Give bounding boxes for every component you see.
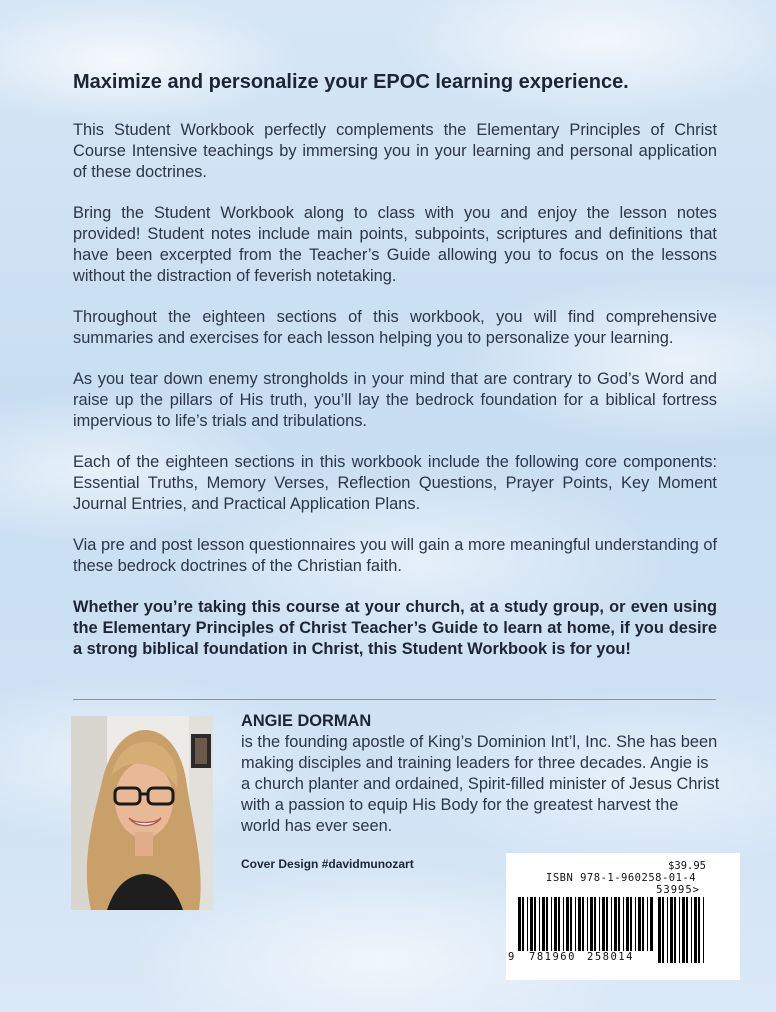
barcode-bar — [630, 897, 632, 951]
barcode-bar — [602, 897, 605, 951]
cover-design-credit: Cover Design #davidmunozart — [241, 857, 414, 871]
barcode-bar — [530, 897, 533, 951]
barcode-bar — [667, 897, 668, 963]
barcode-bar — [618, 897, 620, 951]
author-photo — [71, 716, 213, 910]
barcode-bar — [686, 897, 688, 963]
barcode-bar — [590, 897, 593, 951]
barcode-bar — [670, 897, 673, 963]
barcode-bar — [691, 897, 692, 963]
isbn-label: ISBN 978-1-960258-01-4 — [546, 872, 697, 884]
barcode-bar — [599, 897, 600, 951]
barcode-bar — [575, 897, 576, 951]
barcode-bar — [551, 897, 552, 951]
barcode-bar — [679, 897, 680, 963]
barcode-bar — [698, 897, 700, 963]
barcode-digits-right: 258014 — [587, 951, 634, 963]
barcode-bar — [563, 897, 564, 951]
barcode-bar — [647, 897, 648, 951]
headline: Maximize and personalize your EPOC learning experience. — [73, 71, 629, 93]
closing-statement: Whether you’re taking this course at your church, at a study group, or even using the Elementary Principles of Christ Teacher’s Guide to learn at home, if you desire a strong biblical foundation in Christ, this Student Workbook is for you! — [73, 598, 717, 658]
barcode-bar — [694, 897, 697, 963]
price-label: $39.95 — [668, 860, 706, 872]
barcode-bar — [674, 897, 676, 963]
barcode-digits-left: 781960 — [529, 951, 576, 963]
divider — [73, 699, 716, 700]
barcode-bar — [542, 897, 545, 951]
barcode-bar — [626, 897, 629, 951]
barcode-bar — [606, 897, 608, 951]
barcode-bar — [570, 897, 572, 951]
barcode-bar — [522, 897, 524, 951]
barcode-bar — [642, 897, 644, 951]
barcode-digit-first: 9 — [508, 951, 515, 963]
barcode-bar — [614, 897, 617, 951]
paragraph-3: Throughout the eighteen sections of this workbook, you will find comprehensive summaries and exercises for each lesson helping you to personalize your learning. — [73, 308, 717, 347]
isbn-barcode — [506, 853, 740, 980]
barcode-bar — [558, 897, 560, 951]
barcode-bar — [635, 897, 636, 951]
paragraph-5: Each of the eighteen sections in this workbook include the following core components: Essential Truths, Memory Verses, Reflection Questions, Prayer Points, Key Moment Journal Entries, and Practical Application Plans. — [73, 453, 717, 513]
barcode-bar — [578, 897, 581, 951]
back-cover-copy — [73, 70, 717, 680]
barcode-bar — [554, 897, 557, 951]
author-bio: is the founding apostle of King’s Dominion Int’l, Inc. She has been making disciples and training leaders for three decades. Angie is a church planter and ordained, Spirit-filled minister of Jesus Christ with a passion to equip His Body for the greatest harvest the world has ever seen. — [241, 733, 720, 835]
barcode-bar — [650, 897, 653, 951]
barcode-bar — [682, 897, 685, 963]
barcode-bar — [527, 897, 528, 951]
barcode-bar — [638, 897, 641, 951]
paragraph-4: As you tear down enemy strongholds in your mind that are contrary to God’s Word and raise up the pillars of His truth, you’ll lay the bedrock foundation for a biblical fortress impervious to life’s trials and tribulations. — [73, 370, 717, 430]
paragraph-1: This Student Workbook perfectly complements the Elementary Principles of Christ Course Intensive teachings by immersing you in your learning and personal application of these doctrines. — [73, 121, 717, 181]
barcode-bar — [611, 897, 612, 951]
author-name: ANGIE DORMAN — [241, 712, 372, 730]
barcode-bar — [534, 897, 536, 951]
supplement-number: 53995> — [656, 884, 700, 896]
barcode-bar — [546, 897, 548, 951]
barcode-bar — [594, 897, 596, 951]
barcode-bar — [566, 897, 569, 951]
author-block — [241, 711, 721, 837]
barcode-bar — [539, 897, 540, 951]
paragraph-6: Via pre and post lesson questionnaires you will gain a more meaningful understanding of these bedrock doctrines of the Christian faith. — [73, 536, 717, 575]
barcode-bar — [658, 897, 661, 963]
barcode-bar — [662, 897, 664, 963]
barcode-bar — [587, 897, 588, 951]
author-portrait-illustration — [71, 716, 213, 910]
barcode-bar — [582, 897, 584, 951]
barcode-bar — [703, 897, 704, 963]
barcode-bar — [518, 897, 521, 951]
paragraph-2: Bring the Student Workbook along to class with you and enjoy the lesson notes provided! Student notes include main points, subpoints, scriptures and definitions that have been excerpted from the Teacher’s Guide allowing you to focus on the lessons without the distraction of feverish notetaking. — [73, 204, 717, 285]
barcode-bar — [623, 897, 624, 951]
